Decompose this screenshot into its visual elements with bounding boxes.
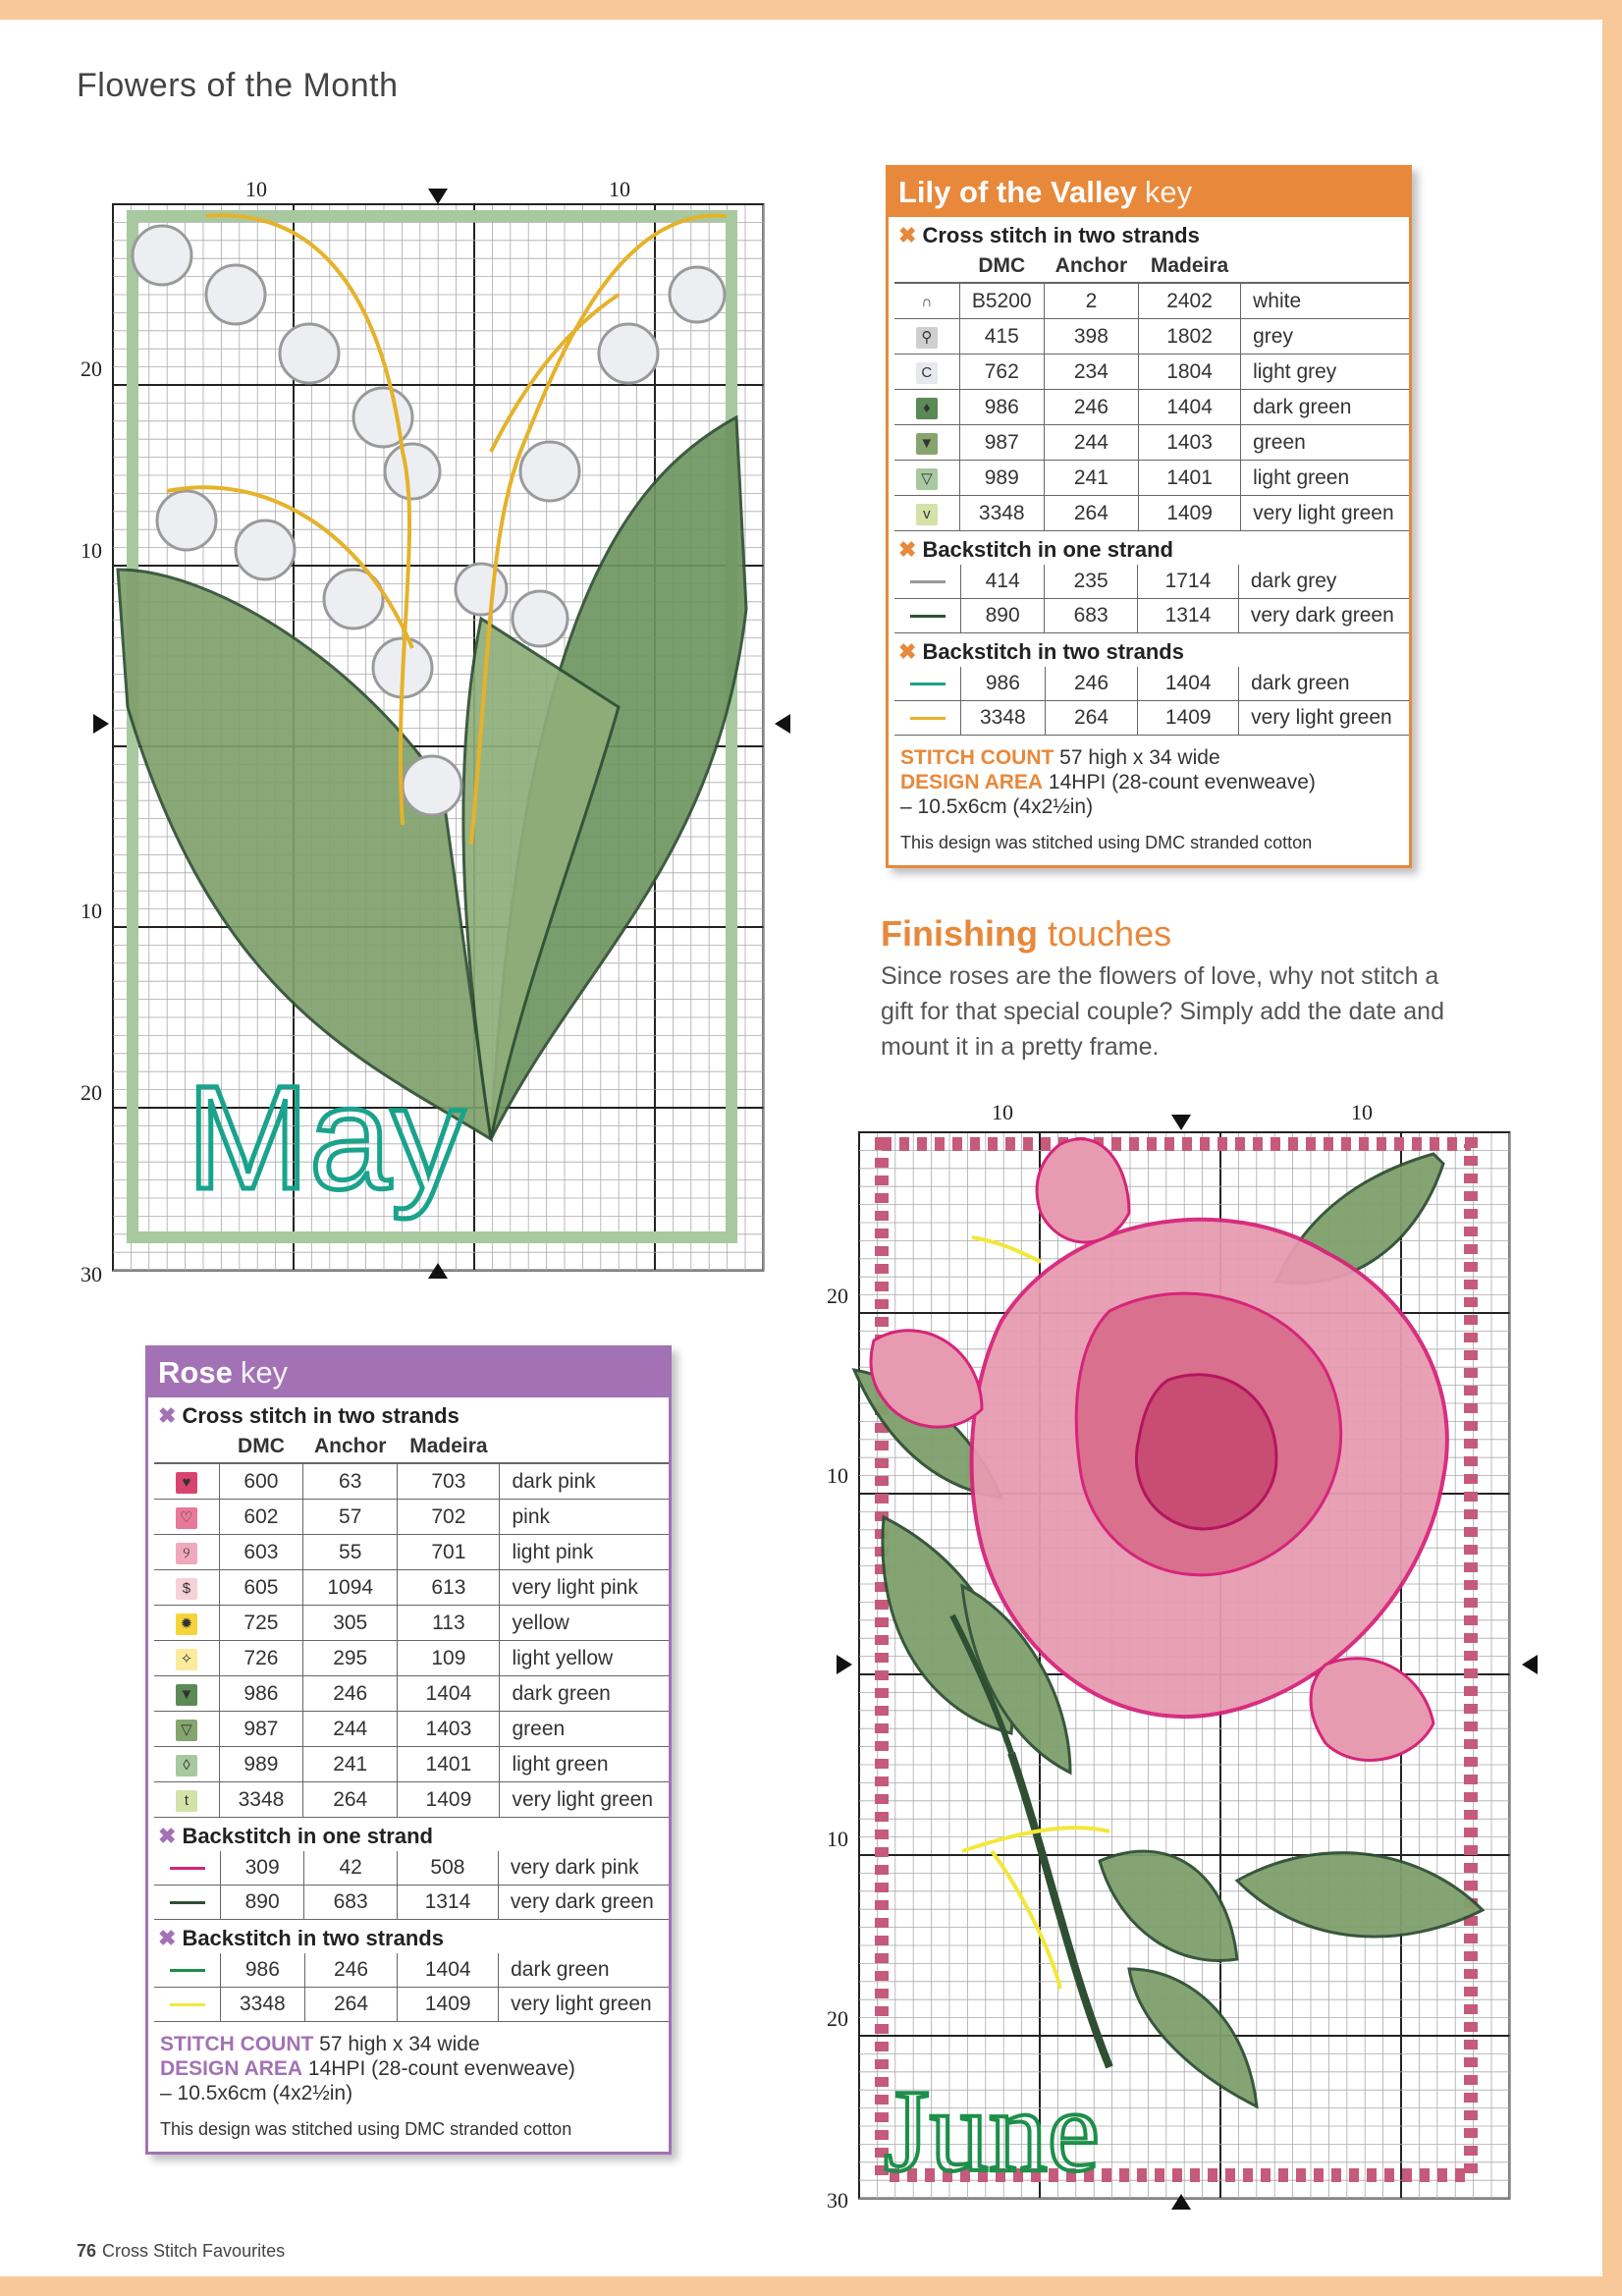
finishing-title [881, 913, 1171, 955]
lily-tick-top-1: 10 [245, 177, 267, 201]
rose-tick-left-4: 20 [827, 2006, 848, 2031]
rose-cross-label: Cross stitch in two strands [182, 1403, 460, 1428]
key-row [154, 1851, 669, 1886]
key-row [154, 1988, 669, 2022]
rose-back1-section [148, 1818, 669, 1851]
cell-anchor: 683 [1045, 599, 1138, 633]
key-row [154, 1953, 669, 1988]
rose-tick-top-1: 10 [992, 1100, 1013, 1124]
running-head: Flowers of the Month [77, 67, 399, 104]
cell-madeira: 1404 [398, 1676, 500, 1712]
backstitch-line-icon [910, 683, 946, 685]
finishing-title-light: touches [1048, 913, 1172, 954]
rose-back2-label: Backstitch in two strands [182, 1926, 444, 1950]
cell-name: light yellow [500, 1641, 669, 1676]
rose-tick-left-5: 30 [827, 2188, 848, 2213]
cell-anchor: 241 [1044, 461, 1138, 496]
symbol-chip-icon: v [916, 504, 938, 525]
col-anchor: Anchor [1044, 250, 1138, 283]
cell-anchor: 305 [303, 1606, 398, 1641]
cell-madeira: 508 [397, 1851, 498, 1886]
key-row [154, 1535, 669, 1570]
cell-name: very dark green [1238, 599, 1409, 633]
key-row [154, 1606, 669, 1641]
rose-back2-table [154, 1953, 669, 2022]
cell-name: very light green [500, 1782, 669, 1818]
rose-design-area: 14HPI (28-count evenweave) [307, 2057, 575, 2080]
cell-madeira: 1314 [397, 1886, 498, 1920]
cell-name: dark green [1239, 667, 1409, 701]
cell-madeira: 1802 [1139, 319, 1241, 355]
symbol-chip-icon: ✹ [176, 1613, 197, 1635]
cell-dmc: 986 [961, 667, 1046, 701]
key-row [894, 425, 1409, 461]
key-row [894, 599, 1409, 633]
cell-dmc: 989 [219, 1747, 302, 1782]
cell-dmc: 414 [961, 565, 1045, 599]
lily-back2-section [889, 633, 1409, 667]
folio [77, 2241, 285, 2262]
symbol-chip-icon: ▽ [176, 1720, 197, 1741]
rose-tick-left-3: 10 [827, 1827, 848, 1851]
cell-dmc: 415 [959, 319, 1044, 355]
cell-madeira: 1804 [1139, 355, 1241, 390]
page [0, 20, 1602, 2276]
symbol-chip-icon: ✧ [176, 1649, 197, 1670]
lily-tick-left-3: 10 [81, 899, 102, 923]
lily-cross-section [889, 217, 1409, 250]
cell-dmc: 986 [959, 390, 1044, 425]
cell-dmc: 600 [219, 1463, 302, 1500]
cell-anchor: 398 [1044, 319, 1138, 355]
rose-tick-left-1: 20 [827, 1284, 848, 1308]
cell-anchor: 264 [303, 1782, 398, 1818]
cell-madeira: 1409 [398, 1988, 499, 2022]
cell-madeira: 1404 [1138, 667, 1239, 701]
key-row [894, 667, 1409, 701]
cell-madeira: 701 [398, 1535, 500, 1570]
lily-design-area-label: DESIGN AREA [900, 771, 1044, 793]
cell-anchor: 244 [303, 1712, 398, 1747]
cell-anchor: 246 [303, 1676, 398, 1712]
cross-icon: ✖ [898, 537, 917, 562]
cell-anchor: 246 [1044, 390, 1138, 425]
rose-back2-section [148, 1920, 669, 1953]
lily-stitch-count-label: STITCH COUNT [900, 746, 1054, 769]
backstitch-line-icon [170, 1867, 205, 1870]
cell-anchor: 264 [1045, 701, 1138, 736]
cell-dmc: 3348 [219, 1782, 302, 1818]
cell-anchor: 235 [1045, 565, 1138, 599]
cell-anchor: 42 [304, 1851, 398, 1886]
cell-madeira: 1409 [1139, 496, 1241, 531]
cell-name: dark pink [500, 1463, 669, 1500]
key-row [894, 565, 1409, 599]
cell-name: green [500, 1712, 669, 1747]
lily-key-title-light: key [1144, 175, 1193, 209]
cell-dmc: 890 [221, 1886, 304, 1920]
key-row [154, 1463, 669, 1500]
cell-name: very light pink [500, 1570, 669, 1606]
cell-dmc: 309 [221, 1851, 304, 1886]
key-row [894, 390, 1409, 425]
cell-anchor: 264 [1044, 496, 1138, 531]
cross-icon: ✖ [898, 639, 917, 664]
col-madeira: Madeira [1139, 250, 1241, 283]
lily-cross-label: Cross stitch in two strands [922, 223, 1200, 247]
rose-back1-label: Backstitch in one strand [182, 1824, 433, 1848]
rose-key-header [148, 1348, 669, 1397]
lily-back2-label: Backstitch in two strands [922, 639, 1184, 664]
cell-anchor: 234 [1044, 355, 1138, 390]
rose-note: This design was stitched using DMC stranded cotton [160, 2119, 572, 2139]
cell-name: dark grey [1238, 565, 1409, 599]
cell-dmc: 3348 [961, 701, 1046, 736]
lily-tick-left-5: 30 [81, 1262, 102, 1286]
cell-dmc: 986 [221, 1953, 305, 1988]
rose-stitch-count-label: STITCH COUNT [160, 2033, 314, 2055]
cell-name: very light green [1241, 496, 1409, 531]
backstitch-line-icon [170, 2003, 205, 2006]
backstitch-line-icon [170, 1901, 205, 1904]
rose-tick-top-2: 10 [1351, 1100, 1373, 1124]
lily-key-title: Lily of the Valley [898, 175, 1137, 209]
key-row [154, 1886, 669, 1920]
lily-back2-table [894, 667, 1409, 736]
symbol-chip-icon: ୨ [176, 1543, 197, 1564]
col-dmc: DMC [219, 1431, 302, 1463]
lily-cross-table [894, 250, 1409, 531]
cell-madeira: 1403 [398, 1712, 500, 1747]
symbol-chip-icon: t [176, 1790, 197, 1812]
key-row [894, 283, 1409, 319]
cell-madeira: 613 [398, 1570, 500, 1606]
cell-name: light pink [500, 1535, 669, 1570]
col-dmc: DMC [959, 250, 1044, 283]
lily-design-size: – 10.5x6cm (4x2½in) [900, 795, 1094, 818]
col-madeira: Madeira [398, 1431, 500, 1463]
symbol-chip-icon: ▼ [176, 1684, 197, 1706]
rose-key [145, 1345, 672, 2155]
rose-word: June [884, 2065, 1100, 2196]
cell-name: dark green [500, 1676, 669, 1712]
lily-tick-left-1: 20 [81, 356, 102, 381]
cell-name: very dark green [498, 1886, 669, 1920]
finishing-title-bold: Finishing [881, 913, 1038, 954]
key-row [894, 701, 1409, 736]
key-row [894, 319, 1409, 355]
cell-dmc: B5200 [959, 283, 1044, 319]
cell-anchor: 295 [303, 1641, 398, 1676]
lily-key-header [889, 168, 1409, 217]
key-row [154, 1782, 669, 1818]
rose-cross-section [148, 1397, 669, 1431]
cell-madeira: 109 [398, 1641, 500, 1676]
cell-dmc: 602 [219, 1500, 302, 1535]
rose-chart [815, 1085, 1561, 2224]
rose-back1-table [154, 1851, 669, 1920]
cell-madeira: 1401 [398, 1747, 500, 1782]
cell-madeira: 1714 [1137, 565, 1238, 599]
lily-tick-left-2: 10 [81, 538, 102, 563]
cell-madeira: 1404 [398, 1953, 499, 1988]
key-row [894, 461, 1409, 496]
cell-name: very light green [1239, 701, 1409, 736]
cell-anchor: 246 [1045, 667, 1138, 701]
symbol-chip-icon: ♡ [176, 1507, 197, 1529]
rose-key-title: Rose [158, 1355, 233, 1390]
symbol-chip-icon: ♥ [176, 1472, 197, 1494]
backstitch-line-icon [910, 615, 946, 618]
finishing-body: Since roses are the flowers of love, why not stitch a gift for that special couple? Simply add the date and mount it in a pretty frame. [881, 962, 1444, 1061]
cell-dmc: 725 [219, 1606, 302, 1641]
backstitch-line-icon [910, 717, 946, 720]
folio-magazine: Cross Stitch Favourites [102, 2241, 286, 2261]
cell-madeira: 1314 [1137, 599, 1238, 633]
lily-key [886, 165, 1412, 868]
lily-chart [69, 157, 815, 1286]
backstitch-line-icon [170, 1969, 205, 1972]
cell-anchor: 244 [1044, 425, 1138, 461]
lily-back1-label: Backstitch in one strand [922, 537, 1173, 562]
cell-name: pink [500, 1500, 669, 1535]
symbol-chip-icon: ♦ [916, 398, 938, 419]
symbol-chip-icon: ▼ [916, 433, 938, 455]
backstitch-line-icon [910, 580, 946, 583]
cell-name: white [1241, 283, 1409, 319]
cell-name: yellow [500, 1606, 669, 1641]
key-row [894, 355, 1409, 390]
cell-anchor: 57 [303, 1500, 398, 1535]
rose-tick-left-2: 10 [827, 1463, 848, 1488]
lily-tick-left-4: 20 [81, 1080, 102, 1105]
cell-dmc: 987 [219, 1712, 302, 1747]
symbol-chip-icon: ∩ [916, 292, 938, 313]
key-row [154, 1641, 669, 1676]
rose-cross-table [154, 1431, 669, 1818]
cell-name: very dark pink [498, 1851, 669, 1886]
cell-anchor: 246 [304, 1953, 398, 1988]
cell-madeira: 1409 [1138, 701, 1239, 736]
cell-anchor: 241 [303, 1747, 398, 1782]
cell-anchor: 683 [304, 1886, 398, 1920]
cell-dmc: 3348 [221, 1988, 305, 2022]
rose-design-size: – 10.5x6cm (4x2½in) [160, 2082, 353, 2105]
col-anchor: Anchor [303, 1431, 398, 1463]
lily-tick-top-2: 10 [609, 177, 630, 201]
cell-dmc: 605 [219, 1570, 302, 1606]
rose-key-title-light: key [240, 1355, 289, 1390]
cell-madeira: 1409 [398, 1782, 500, 1818]
cell-name: dark green [499, 1953, 669, 1988]
cell-anchor: 63 [303, 1463, 398, 1500]
cell-anchor: 2 [1044, 283, 1138, 319]
lily-design-area: 14HPI (28-count evenweave) [1048, 771, 1316, 793]
cell-anchor: 264 [304, 1988, 398, 2022]
lily-word: May [187, 1055, 465, 1220]
cell-madeira: 702 [398, 1500, 500, 1535]
symbol-chip-icon: $ [176, 1578, 197, 1600]
rose-facts [148, 2022, 669, 2105]
lily-note: This design was stitched using DMC stranded cotton [900, 833, 1313, 852]
symbol-chip-icon: C [916, 362, 938, 384]
lily-back1-table [894, 565, 1409, 633]
cell-anchor: 55 [303, 1535, 398, 1570]
lily-stitch-count: 57 high x 34 wide [1059, 746, 1220, 769]
rose-stitch-count: 57 high x 34 wide [319, 2033, 480, 2055]
rose-design-area-label: DESIGN AREA [160, 2057, 303, 2080]
cell-dmc: 3348 [959, 496, 1044, 531]
key-row [154, 1676, 669, 1712]
cell-name: very light green [499, 1988, 669, 2022]
key-row [894, 496, 1409, 531]
key-row [154, 1500, 669, 1535]
cell-madeira: 1404 [1139, 390, 1241, 425]
cell-madeira: 1403 [1139, 425, 1241, 461]
cell-dmc: 987 [959, 425, 1044, 461]
lily-facts [889, 736, 1409, 819]
cell-madeira: 2402 [1139, 283, 1241, 319]
folio-page: 76 [77, 2241, 97, 2261]
cell-name: grey [1241, 319, 1409, 355]
cell-dmc: 986 [219, 1676, 302, 1712]
key-row [154, 1747, 669, 1782]
symbol-chip-icon: ▽ [916, 468, 938, 490]
cell-anchor: 1094 [303, 1570, 398, 1606]
cell-name: light green [500, 1747, 669, 1782]
cell-dmc: 603 [219, 1535, 302, 1570]
cell-name: dark green [1241, 390, 1409, 425]
cell-name: light green [1241, 461, 1409, 496]
cross-icon: ✖ [898, 223, 917, 247]
cell-dmc: 989 [959, 461, 1044, 496]
cell-name: green [1241, 425, 1409, 461]
key-row [154, 1712, 669, 1747]
cross-icon: ✖ [158, 1403, 177, 1428]
symbol-chip-icon: ◊ [176, 1755, 197, 1777]
cell-dmc: 726 [219, 1641, 302, 1676]
cell-dmc: 762 [959, 355, 1044, 390]
cross-icon: ✖ [158, 1824, 177, 1848]
symbol-chip-icon: ⚲ [916, 327, 938, 349]
cell-madeira: 703 [398, 1463, 500, 1500]
lily-back1-section [889, 531, 1409, 565]
cross-icon: ✖ [158, 1926, 177, 1950]
cell-name: light grey [1241, 355, 1409, 390]
key-row [154, 1570, 669, 1606]
cell-madeira: 1401 [1139, 461, 1241, 496]
cell-dmc: 890 [961, 599, 1045, 633]
cell-madeira: 113 [398, 1606, 500, 1641]
